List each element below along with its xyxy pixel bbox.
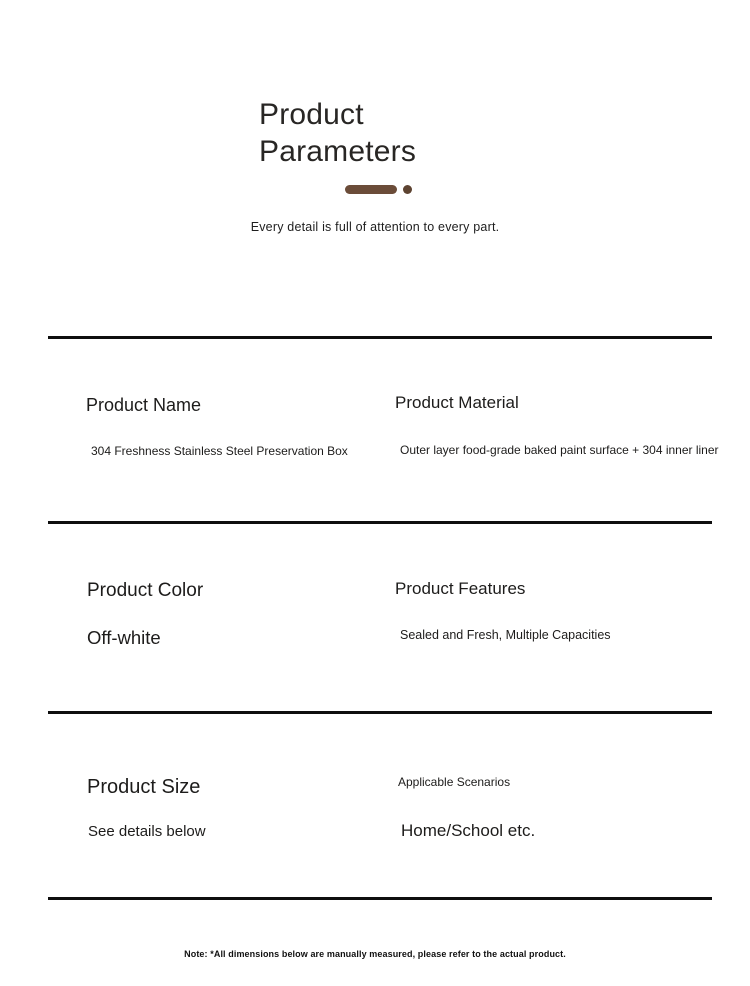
applicable-scenarios-label: Applicable Scenarios — [398, 775, 511, 789]
applicable-scenarios-value: Home/School etc. — [401, 821, 536, 840]
section-divider — [48, 521, 712, 524]
product-name-label: Product Name — [86, 395, 202, 415]
product-material-label: Product Material — [395, 393, 519, 412]
accent-bar — [345, 185, 397, 194]
product-size-value: See details below — [88, 823, 206, 840]
title-underline-decoration — [345, 184, 412, 194]
page-subtitle: Every detail is full of attention to every part. — [250, 220, 500, 234]
page-title-line2: Parameters — [259, 135, 417, 168]
product-color-label: Product Color — [87, 580, 204, 601]
footer-note: Note: *All dimensions below are manually measured, please refer to the actual product. — [184, 949, 566, 959]
product-material-value: Outer layer food-grade baked paint surface + 304 inner liner — [400, 443, 719, 457]
product-color-value: Off-white — [87, 627, 161, 648]
page-title — [259, 96, 416, 170]
product-features-label: Product Features — [395, 579, 526, 598]
section-divider — [48, 336, 712, 339]
section-divider — [48, 711, 712, 714]
product-name-value: 304 Freshness Stainless Steel Preservation Box — [91, 444, 348, 458]
product-features-value: Sealed and Fresh, Multiple Capacities — [400, 628, 611, 642]
product-size-label: Product Size — [87, 776, 201, 798]
section-divider — [48, 897, 712, 900]
accent-dot — [403, 185, 412, 194]
page-title-line1: Product — [259, 98, 364, 131]
